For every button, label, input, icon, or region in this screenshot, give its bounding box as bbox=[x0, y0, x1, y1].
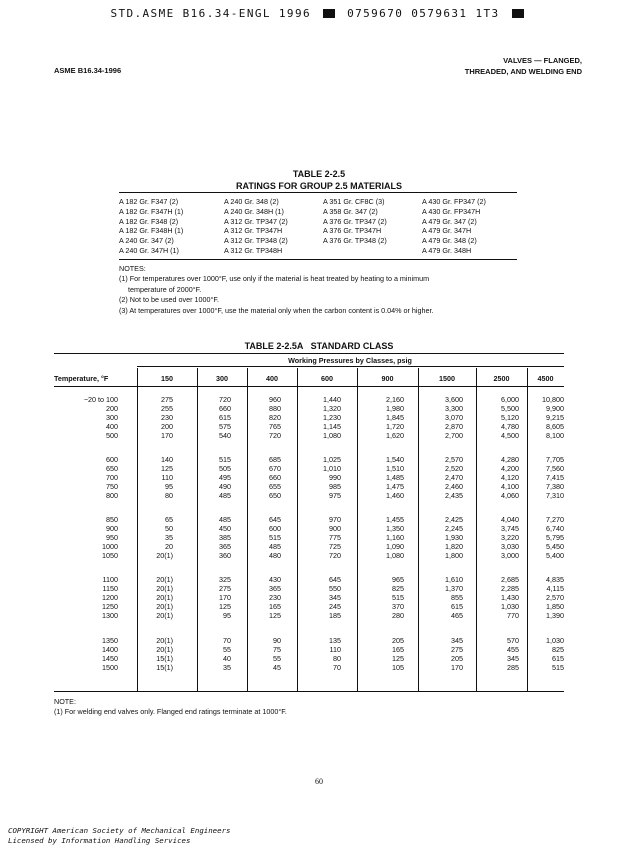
pressure-cell: 2,245 bbox=[445, 524, 463, 534]
pressure-cell: 4,835 bbox=[546, 575, 564, 584]
pressure-cell: 7,560 bbox=[546, 464, 564, 474]
temperature-cell: 750 bbox=[106, 482, 118, 492]
pressure-cell: 55 bbox=[223, 645, 231, 655]
material-spec: A 376 Gr. TP348 (2) bbox=[323, 236, 387, 246]
pressure-cell: 770 bbox=[507, 611, 519, 621]
pressure-cell: 3,070 bbox=[445, 413, 463, 423]
table-top-rule bbox=[119, 192, 517, 193]
black-block-mark bbox=[512, 9, 524, 18]
pressure-cell: 70 bbox=[333, 663, 341, 673]
pressure-cell: 880 bbox=[269, 404, 281, 414]
pressure-cell: 20(1) bbox=[156, 551, 173, 561]
temperature-cell: 1350 bbox=[102, 636, 118, 645]
pressure-cell: 110 bbox=[329, 645, 341, 655]
pressure-cell: 325 bbox=[219, 575, 231, 584]
pressure-cell: 515 bbox=[392, 593, 404, 603]
pressure-cell: 990 bbox=[329, 473, 341, 483]
class-header-150: 150 bbox=[161, 374, 173, 383]
pressure-cell: 2,685 bbox=[501, 575, 519, 584]
table-a-bottom-rule bbox=[54, 691, 564, 692]
pressure-cell: 725 bbox=[329, 542, 341, 552]
pressure-cell: 1,440 bbox=[323, 395, 341, 404]
pressure-cell: 35 bbox=[223, 663, 231, 673]
pressure-cell: 775 bbox=[329, 533, 341, 543]
pressure-cell: 465 bbox=[451, 611, 463, 621]
pressure-cell: 3,030 bbox=[501, 542, 519, 552]
pressure-cell: 245 bbox=[329, 602, 341, 612]
note-3: (3) At temperatures over 1000°F, use the material only when the carbon content is 0.04% or higher. bbox=[119, 305, 434, 315]
pressure-cell: 540 bbox=[219, 431, 231, 441]
pressure-cell: 1,610 bbox=[445, 575, 463, 584]
pressure-cell: 4,060 bbox=[501, 491, 519, 501]
material-spec: A 182 Gr. F347 (2) bbox=[119, 197, 179, 206]
section-title bbox=[465, 55, 582, 77]
license-line: Licensed by Information Handling Services bbox=[8, 836, 191, 845]
temperature-cell: 1300 bbox=[102, 611, 118, 621]
pressure-cell: 900 bbox=[329, 524, 341, 534]
pressure-cell: 6,000 bbox=[501, 395, 519, 404]
pressure-cell: 1,720 bbox=[386, 422, 404, 432]
temperature-cell: 800 bbox=[106, 491, 118, 501]
pressure-cell: 50 bbox=[165, 524, 173, 534]
material-spec: A 479 Gr. 348H bbox=[422, 245, 472, 255]
material-spec: A 376 Gr. TP347 (2) bbox=[323, 216, 387, 226]
pressure-cell: 570 bbox=[507, 636, 519, 645]
pressure-cell: 2,700 bbox=[445, 431, 463, 441]
pressure-cell: 985 bbox=[329, 482, 341, 492]
pressure-cell: 2,520 bbox=[445, 464, 463, 474]
pressure-cell: 65 bbox=[165, 515, 173, 524]
pressure-cell: 3,600 bbox=[445, 395, 463, 404]
material-column-3 bbox=[323, 197, 387, 246]
temperature-cell: 1200 bbox=[102, 593, 118, 603]
pressure-cell: 1,030 bbox=[501, 602, 519, 612]
pressure-cell: 7,310 bbox=[546, 491, 564, 501]
pressure-cell: 660 bbox=[219, 404, 231, 414]
pressure-cell: 345 bbox=[451, 636, 463, 645]
material-spec: A 479 Gr. 347H bbox=[422, 226, 472, 236]
temperature-cell: 600 bbox=[106, 455, 118, 464]
material-spec: A 312 Gr. TP347H bbox=[224, 226, 283, 236]
pressure-cell: 80 bbox=[333, 654, 341, 664]
page-number: 60 bbox=[315, 777, 323, 786]
class-header-2500: 2500 bbox=[493, 374, 510, 383]
pressure-cell: 650 bbox=[269, 491, 281, 501]
pressure-cell: 365 bbox=[269, 584, 281, 594]
material-spec: A 240 Gr. 347 (2) bbox=[119, 236, 174, 246]
pressure-cell: 110 bbox=[161, 473, 173, 483]
pressure-cell: 7,705 bbox=[546, 455, 564, 464]
pressure-cell: 970 bbox=[329, 515, 341, 524]
temperature-cell: 1400 bbox=[102, 645, 118, 655]
material-spec: A 240 Gr. 348H (1) bbox=[224, 206, 284, 216]
material-spec: A 358 Gr. 347 (2) bbox=[323, 206, 378, 216]
pressure-cell: 685 bbox=[269, 455, 281, 464]
pressure-cell: 2,470 bbox=[445, 473, 463, 483]
copyright-line: COPYRIGHT American Society of Mechanical Engineers bbox=[8, 826, 231, 835]
pressure-cell: 1,980 bbox=[386, 404, 404, 414]
pressure-cell: 3,000 bbox=[501, 551, 519, 561]
standard-code-line bbox=[0, 7, 638, 20]
temperature-cell: 1050 bbox=[102, 551, 118, 561]
pressure-cell: 280 bbox=[392, 611, 404, 621]
pressure-cell: 1,230 bbox=[323, 413, 341, 423]
material-spec: A 182 Gr. F347H (1) bbox=[119, 206, 184, 216]
class-header-400: 400 bbox=[266, 374, 278, 383]
pressure-cell: 4,780 bbox=[501, 422, 519, 432]
pressure-cell: 515 bbox=[219, 455, 231, 464]
pressure-cell: 2,435 bbox=[445, 491, 463, 501]
pressure-cell: 1,025 bbox=[323, 455, 341, 464]
material-spec: A 312 Gr. TP348 (2) bbox=[224, 236, 288, 246]
temperature-cell: −20 to 100 bbox=[83, 395, 118, 404]
pressure-cell: 285 bbox=[507, 663, 519, 673]
pressure-cell: 1,475 bbox=[386, 482, 404, 492]
pressure-cell: 1,540 bbox=[386, 455, 404, 464]
pressure-cell: 645 bbox=[269, 515, 281, 524]
pressure-cell: 1,370 bbox=[445, 584, 463, 594]
pressure-cell: 5,400 bbox=[546, 551, 564, 561]
pressure-cell: 20(1) bbox=[156, 645, 173, 655]
temperature-cell: 1500 bbox=[102, 663, 118, 673]
pressure-cell: 1,850 bbox=[546, 602, 564, 612]
table-2-2-5-title bbox=[0, 168, 638, 192]
pressure-cell: 75 bbox=[273, 645, 281, 655]
pressure-cell: 45 bbox=[273, 663, 281, 673]
pressure-cell: 20(1) bbox=[156, 611, 173, 621]
pressure-cell: 2,285 bbox=[501, 584, 519, 594]
pressure-cell: 490 bbox=[219, 482, 231, 492]
pressure-cell: 5,500 bbox=[501, 404, 519, 414]
pressure-cell: 2,460 bbox=[445, 482, 463, 492]
pressure-cell: 345 bbox=[507, 654, 519, 664]
pressure-cell: 430 bbox=[269, 575, 281, 584]
material-spec: A 430 Gr. FP347 (2) bbox=[422, 197, 486, 206]
pressure-cell: 1,460 bbox=[386, 491, 404, 501]
material-spec: A 351 Gr. CF8C (3) bbox=[323, 197, 385, 206]
temperature-header: Temperature, °F bbox=[54, 374, 109, 383]
pressure-cell: 7,270 bbox=[546, 515, 564, 524]
pressure-cell: 1,800 bbox=[445, 551, 463, 561]
temperature-cell: 1000 bbox=[102, 542, 118, 552]
table-caption: RATINGS FOR GROUP 2.5 MATERIALS bbox=[235, 181, 402, 191]
pressure-cell: 3,745 bbox=[501, 524, 519, 534]
material-spec: A 430 Gr. FP347H bbox=[422, 206, 481, 216]
pressure-cell: 135 bbox=[329, 636, 341, 645]
pressure-cell: 1,455 bbox=[386, 515, 404, 524]
pressure-cell: 5,450 bbox=[546, 542, 564, 552]
pressure-cell: 345 bbox=[329, 593, 341, 603]
pressure-cell: 720 bbox=[329, 551, 341, 561]
pressure-cell: 485 bbox=[269, 542, 281, 552]
pressure-cell: 275 bbox=[451, 645, 463, 655]
pressure-cell: 4,120 bbox=[501, 473, 519, 483]
pressure-cell: 95 bbox=[165, 482, 173, 492]
pressure-cell: 170 bbox=[219, 593, 231, 603]
note-1: (1) For temperatures over 1000°F, use only if the material is heat treated by heating to a minimum bbox=[119, 274, 430, 284]
header-rule bbox=[54, 386, 564, 387]
material-spec: A 479 Gr. 347 (2) bbox=[422, 216, 477, 226]
pressure-cell: 1,620 bbox=[386, 431, 404, 441]
notes-title: NOTES: bbox=[119, 264, 146, 273]
temperature-cell: 900 bbox=[106, 524, 118, 534]
document-id: ASME B16.34-1996 bbox=[54, 66, 122, 75]
pressure-cell: 275 bbox=[219, 584, 231, 594]
pressure-cell: 6,740 bbox=[546, 524, 564, 534]
pressure-cell: 20(1) bbox=[156, 602, 173, 612]
note-1-continued: temperature of 2000°F. bbox=[128, 284, 202, 294]
class-header-300: 300 bbox=[216, 374, 228, 383]
temperature-cell: 1100 bbox=[102, 575, 118, 584]
pressure-cell: 4,100 bbox=[501, 482, 519, 492]
temperature-cell: 300 bbox=[106, 413, 118, 423]
pressure-cell: 825 bbox=[392, 584, 404, 594]
pressure-cell: 645 bbox=[329, 575, 341, 584]
pressure-cell: 1,510 bbox=[386, 464, 404, 474]
temperature-cell: 1250 bbox=[102, 602, 118, 612]
material-spec: A 240 Gr. 347H (1) bbox=[119, 245, 179, 255]
pressure-cell: 385 bbox=[219, 533, 231, 543]
table-bottom-rule bbox=[119, 259, 517, 260]
pressure-cell: 495 bbox=[219, 473, 231, 483]
material-spec: A 182 Gr. F348H (1) bbox=[119, 226, 184, 236]
working-pressures-underline bbox=[137, 366, 564, 367]
pressure-cell: 20(1) bbox=[156, 584, 173, 594]
pressure-cell: 1,350 bbox=[386, 524, 404, 534]
pressure-cell: 7,380 bbox=[546, 482, 564, 492]
pressure-cell: 720 bbox=[269, 431, 281, 441]
material-spec: A 182 Gr. F348 (2) bbox=[119, 216, 179, 226]
pressure-cell: 140 bbox=[161, 455, 173, 464]
pressure-cell: 95 bbox=[223, 611, 231, 621]
pressure-cell: 2,160 bbox=[386, 395, 404, 404]
pressure-cell: 165 bbox=[392, 645, 404, 655]
material-column-4 bbox=[422, 197, 486, 256]
material-spec: A 312 Gr. TP347 (2) bbox=[224, 216, 288, 226]
pressure-cell: 1,010 bbox=[323, 464, 341, 474]
pressure-cell: 660 bbox=[269, 473, 281, 483]
note-1: (1) For welding end valves only. Flanged end ratings terminate at 1000°F. bbox=[54, 707, 287, 717]
pressure-cell: 485 bbox=[219, 491, 231, 501]
pressure-cell: 165 bbox=[269, 602, 281, 612]
pressure-cell: 185 bbox=[329, 611, 341, 621]
pressure-cell: 360 bbox=[219, 551, 231, 561]
pressure-cell: 455 bbox=[507, 645, 519, 655]
pressure-cell: 20(1) bbox=[156, 575, 173, 584]
material-spec: A 376 Gr. TP347H bbox=[323, 226, 382, 236]
pressure-cell: 9,900 bbox=[546, 404, 564, 414]
pressure-cell: 515 bbox=[552, 663, 564, 673]
pressure-cell: 820 bbox=[269, 413, 281, 423]
table-2-2-5a-title: TABLE 2-2.5A STANDARD CLASS bbox=[244, 341, 394, 351]
pressure-cell: 55 bbox=[273, 654, 281, 664]
pressure-cell: 450 bbox=[219, 524, 231, 534]
pressure-cell: 370 bbox=[392, 602, 404, 612]
pressure-cell: 615 bbox=[552, 654, 564, 664]
pressure-cell: 230 bbox=[161, 413, 173, 423]
pressure-cell: 485 bbox=[219, 515, 231, 524]
pressure-cell: 2,425 bbox=[445, 515, 463, 524]
class-header-1500: 1500 bbox=[439, 374, 455, 383]
pressure-cell: 1,820 bbox=[445, 542, 463, 552]
pressure-cell: 15(1) bbox=[156, 654, 173, 664]
pressure-cell: 1,485 bbox=[386, 473, 404, 483]
temperature-cell: 650 bbox=[106, 464, 118, 474]
working-pressures-header: Working Pressures by Classes, psig bbox=[288, 356, 412, 365]
class-header-900: 900 bbox=[381, 374, 394, 383]
pressure-cell: 1,390 bbox=[546, 611, 564, 621]
pressure-cell: 8,605 bbox=[546, 422, 564, 432]
pressure-cell: 90 bbox=[273, 636, 281, 645]
pressure-cell: 9,215 bbox=[546, 413, 564, 423]
copyright-notice bbox=[8, 826, 230, 846]
pressure-cell: 5,795 bbox=[546, 533, 564, 543]
pressure-cell: 200 bbox=[161, 422, 173, 432]
pressure-cell: 615 bbox=[451, 602, 463, 612]
pressure-cell: 2,570 bbox=[546, 593, 564, 603]
pressure-cell: 480 bbox=[269, 551, 281, 561]
pressure-cell: 4,040 bbox=[501, 515, 519, 524]
pressure-cell: 670 bbox=[269, 464, 281, 474]
material-spec: A 479 Gr. 348 (2) bbox=[422, 236, 477, 246]
pressure-cell: 4,280 bbox=[501, 455, 519, 464]
pressure-cell: 1,030 bbox=[546, 636, 564, 645]
pressure-cell: 960 bbox=[269, 395, 281, 404]
pressure-cell: 8,100 bbox=[546, 431, 564, 441]
pressure-cell: 125 bbox=[219, 602, 231, 612]
pressure-cell: 600 bbox=[269, 524, 281, 534]
pressure-cell: 275 bbox=[161, 395, 173, 404]
material-column-1 bbox=[119, 197, 183, 256]
temperature-cell: 500 bbox=[106, 431, 118, 441]
pressure-cell: 1,090 bbox=[386, 542, 404, 552]
pressure-cell: 70 bbox=[223, 636, 231, 645]
table-2-2-5-notes bbox=[119, 264, 519, 316]
pressure-cell: 1,080 bbox=[386, 551, 404, 561]
pressure-cell: 515 bbox=[269, 533, 281, 543]
material-spec: A 312 Gr. TP348H bbox=[224, 245, 283, 255]
pressure-cell: 1,430 bbox=[501, 593, 519, 603]
note-title: NOTE: bbox=[54, 697, 76, 706]
pressure-cell: 255 bbox=[161, 404, 173, 414]
pressure-cell: 3,220 bbox=[501, 533, 519, 543]
pressure-cell: 1,080 bbox=[323, 431, 341, 441]
pressure-rating-table bbox=[54, 368, 564, 692]
pressure-cell: 550 bbox=[329, 584, 341, 594]
note-2: (2) Not to be used over 1000°F. bbox=[119, 295, 219, 305]
table-number: TABLE 2-2.5 bbox=[292, 169, 346, 179]
table-2-2-5a-notes bbox=[54, 697, 287, 718]
material-column-2 bbox=[224, 197, 288, 256]
pressure-cell: 205 bbox=[451, 654, 463, 664]
section-title-line2: THREADED, AND WELDING END bbox=[464, 67, 582, 76]
pressure-cell: 1,160 bbox=[386, 533, 404, 543]
pressure-cell: 4,500 bbox=[501, 431, 519, 441]
pressure-cell: 105 bbox=[392, 663, 404, 673]
pressure-cell: 505 bbox=[219, 464, 231, 474]
temperature-cell: 400 bbox=[106, 422, 118, 432]
pressure-cell: 80 bbox=[165, 491, 173, 501]
temperature-cell: 700 bbox=[106, 473, 118, 483]
pressure-cell: 2,570 bbox=[445, 455, 463, 464]
pressure-cell: 170 bbox=[161, 431, 173, 441]
class-header-600: 600 bbox=[321, 374, 333, 383]
pressure-cell: 965 bbox=[392, 575, 404, 584]
pressure-cell: 365 bbox=[219, 542, 231, 552]
temperature-cell: 200 bbox=[106, 404, 118, 414]
temperature-cell: 850 bbox=[106, 515, 118, 524]
pressure-cell: 170 bbox=[451, 663, 463, 673]
pressure-cell: 5,120 bbox=[501, 413, 519, 423]
pressure-cell: 230 bbox=[269, 593, 281, 603]
pressure-cell: 40 bbox=[223, 654, 231, 664]
pressure-cell: 615 bbox=[219, 413, 231, 423]
material-spec: A 240 Gr. 348 (2) bbox=[224, 197, 279, 206]
pressure-cell: 720 bbox=[219, 395, 231, 404]
pressure-cell: 1,145 bbox=[323, 422, 341, 432]
pressure-cell: 125 bbox=[161, 464, 173, 474]
pressure-cell: 4,115 bbox=[546, 584, 564, 594]
pressure-cell: 35 bbox=[165, 533, 173, 543]
standard-code: STD.ASME B16.34-ENGL 1996 bbox=[110, 7, 312, 20]
standard-numbers: 0759670 0579631 1T3 bbox=[347, 7, 500, 20]
section-title-line1: VALVES — FLANGED, bbox=[503, 56, 582, 65]
class-header-4500: 4500 bbox=[537, 374, 554, 383]
pressure-cell: 825 bbox=[552, 645, 564, 655]
pressure-cell: 2,870 bbox=[445, 422, 463, 432]
pressure-cell: 4,200 bbox=[501, 464, 519, 474]
temperature-cell: 1150 bbox=[102, 584, 118, 594]
pressure-cell: 7,415 bbox=[546, 473, 564, 483]
pressure-cell: 575 bbox=[219, 422, 231, 432]
pressure-cell: 1,930 bbox=[445, 533, 463, 543]
pressure-cell: 765 bbox=[269, 422, 281, 432]
pressure-cell: 1,320 bbox=[323, 404, 341, 414]
pressure-cell: 655 bbox=[269, 482, 281, 492]
pressure-cell: 20(1) bbox=[156, 636, 173, 645]
temperature-cell: 950 bbox=[106, 533, 118, 543]
table-a-top-rule bbox=[54, 353, 564, 354]
black-block-mark bbox=[323, 9, 335, 18]
pressure-cell: 3,300 bbox=[445, 404, 463, 414]
pressure-cell: 855 bbox=[451, 593, 463, 603]
pressure-cell: 205 bbox=[392, 636, 404, 645]
temperature-cell: 1450 bbox=[102, 654, 118, 664]
pressure-cell: 10,800 bbox=[542, 395, 564, 404]
pressure-cell: 20(1) bbox=[156, 593, 173, 603]
pressure-cell: 125 bbox=[269, 611, 281, 621]
pressure-cell: 125 bbox=[392, 654, 404, 664]
pressure-cell: 975 bbox=[329, 491, 341, 501]
pressure-cell: 1,845 bbox=[386, 413, 404, 423]
pressure-cell: 20 bbox=[165, 542, 173, 552]
pressure-cell: 15(1) bbox=[156, 663, 173, 673]
